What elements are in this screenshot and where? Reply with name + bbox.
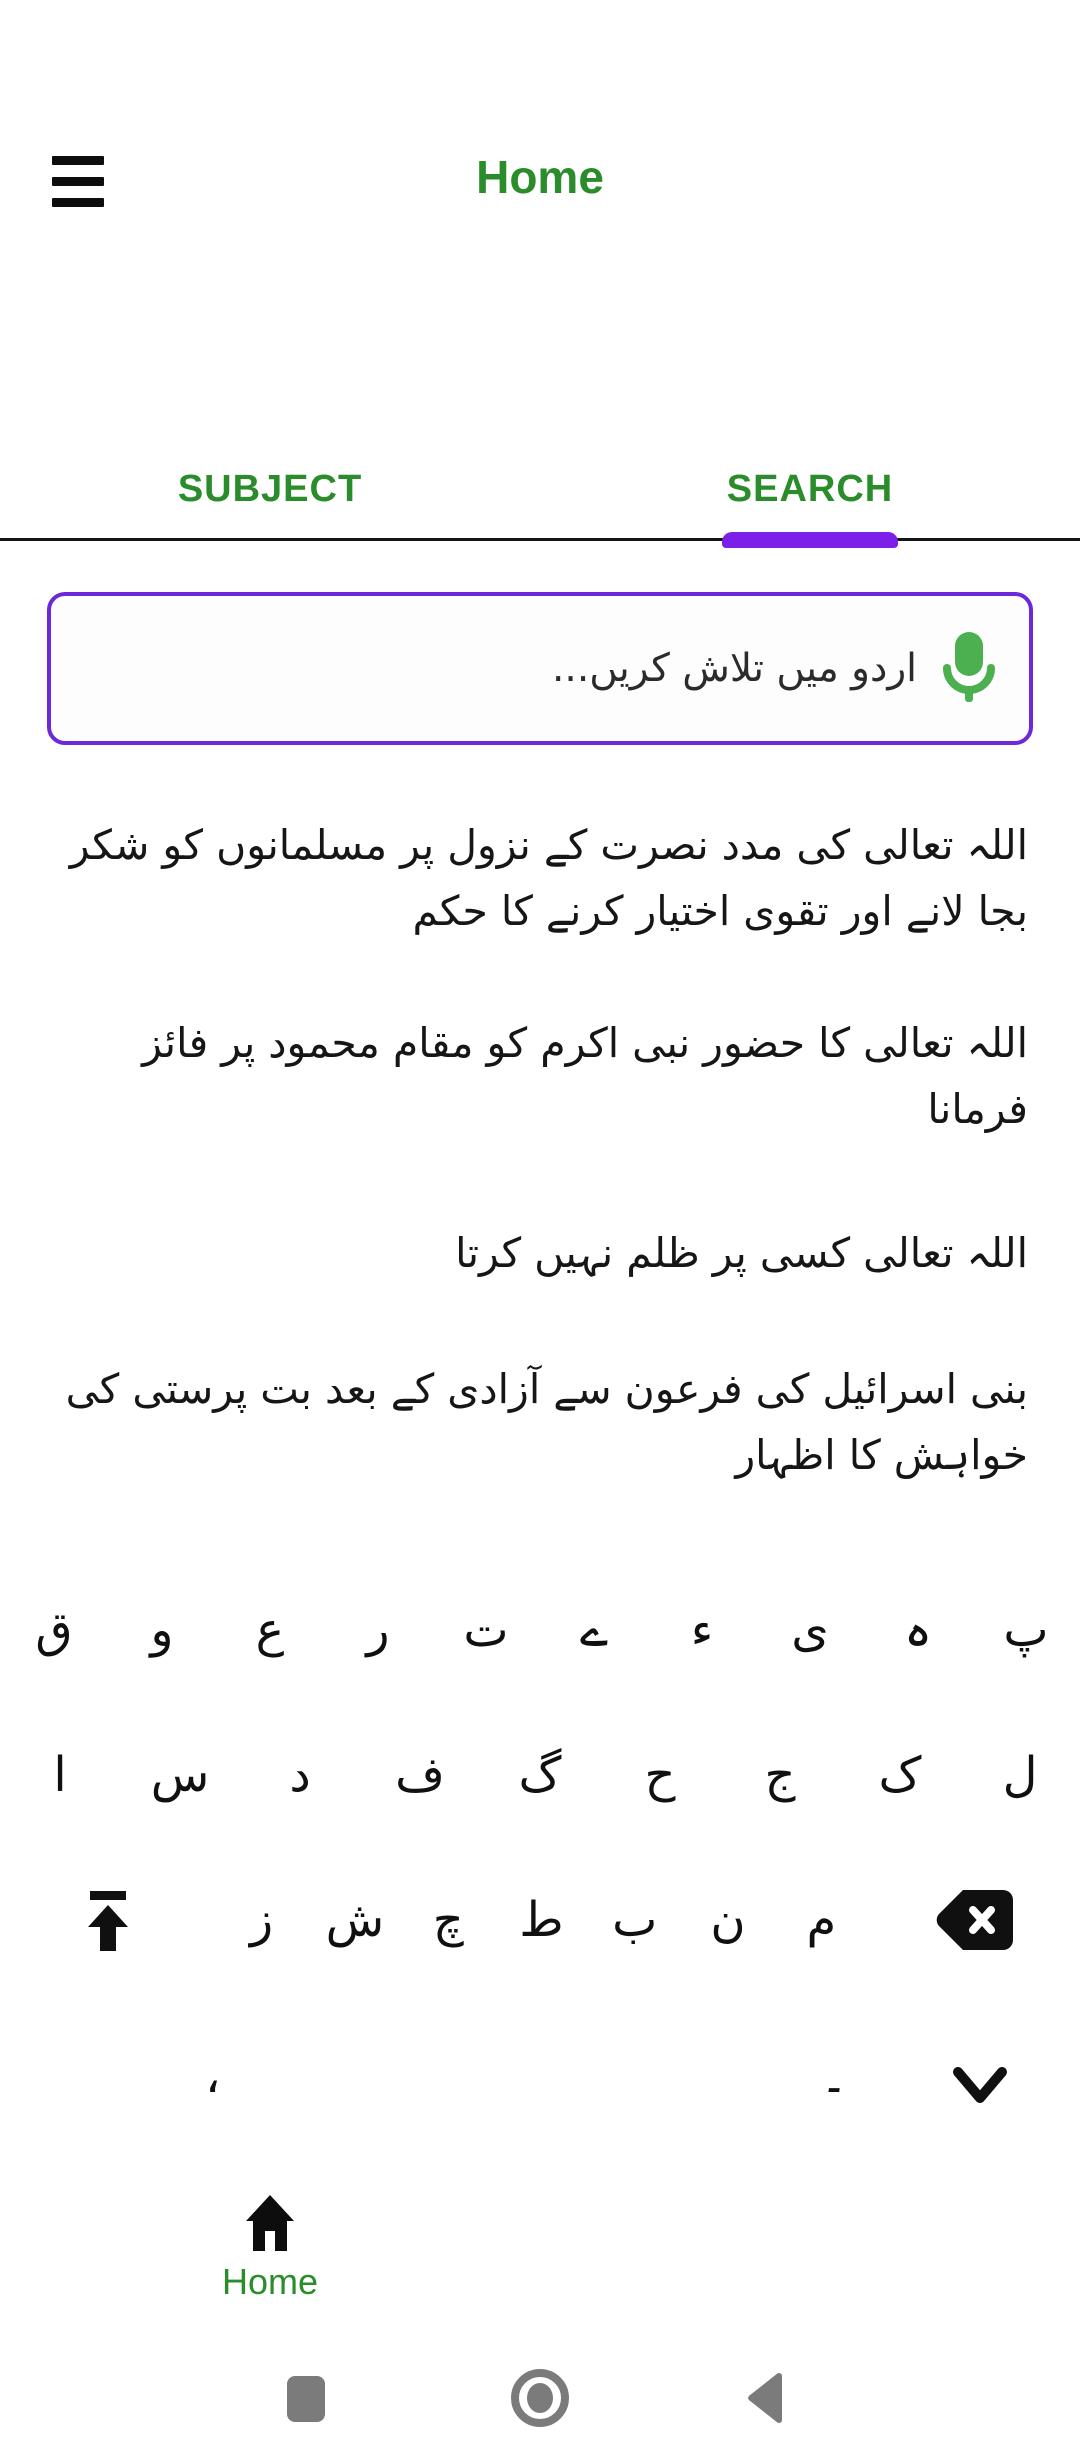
microphone-icon[interactable]: [943, 630, 995, 708]
keyboard-key[interactable]: ح: [644, 1747, 676, 1803]
backspace-icon: [935, 1888, 1013, 1952]
full-stop-key[interactable]: ۔: [820, 2048, 849, 2104]
keyboard-row-4: [0, 2020, 1080, 2150]
back-triangle-icon[interactable]: [746, 2372, 786, 2429]
keyboard-key[interactable]: ک: [878, 1747, 922, 1803]
keyboard-key[interactable]: ا: [53, 1747, 67, 1803]
keyboard-key[interactable]: ت: [463, 1602, 509, 1658]
keyboard-key[interactable]: گ: [518, 1747, 562, 1803]
keyboard-key[interactable]: ر: [366, 1602, 390, 1658]
active-tab-indicator: [722, 532, 898, 548]
keyboard-row-3: [0, 1850, 1080, 1990]
bottom-nav-home-label: Home: [221, 2261, 319, 2302]
result-item[interactable]: اللہ تعالی کا حضور نبی اکرم کو مقام محمود پر فائز فرمانا: [142, 1019, 1028, 1133]
keyboard-key[interactable]: د: [289, 1747, 311, 1803]
keyboard-row-2: [0, 1705, 1080, 1845]
house-icon: [244, 2195, 296, 2251]
hide-keyboard-key[interactable]: [950, 2062, 1010, 2108]
comma-key[interactable]: ،: [205, 2048, 221, 2104]
tab-search[interactable]: SEARCH: [726, 467, 894, 510]
keyboard-row-1: [0, 1560, 1080, 1700]
keyboard-key[interactable]: چ: [432, 1892, 464, 1948]
home-circle-ring: [511, 2369, 569, 2427]
backspace-key[interactable]: [868, 1888, 1080, 1952]
bottom-nav-home[interactable]: [170, 2195, 370, 2303]
search-results-list: [0, 812, 1080, 1488]
home-circle-icon[interactable]: [511, 2369, 569, 2427]
keyboard-key[interactable]: و: [150, 1602, 174, 1658]
keyboard-key[interactable]: ط: [519, 1892, 564, 1948]
search-input[interactable]: [85, 646, 917, 691]
keyboard-key[interactable]: ء: [690, 1602, 714, 1658]
result-item[interactable]: اللہ تعالی کسی پر ظلم نہیں کرتا: [455, 1229, 1028, 1277]
chevron-down-icon: [950, 2066, 1010, 2106]
space-key[interactable]: [300, 2020, 780, 2150]
keyboard-key[interactable]: ش: [325, 1892, 385, 1948]
bottom-nav-bar: [0, 2195, 1080, 2315]
keyboard-key[interactable]: ق: [35, 1602, 73, 1658]
keyboard-key[interactable]: ل: [1002, 1747, 1038, 1803]
result-item[interactable]: اللہ تعالی کی مدد نصرت کے نزول پر مسلمانوں کو شکر بجا لانے اور تقوی اختیار کرنے کا حکم: [69, 821, 1028, 935]
shift-icon: [82, 1889, 134, 1951]
android-navigation-bar: [0, 2340, 1080, 2460]
keyboard-key[interactable]: ف: [395, 1747, 445, 1803]
result-item[interactable]: بنی اسرائیل کی فرعون سے آزادی کے بعد بت پرستی کی خواہش کا اظہار: [65, 1365, 1028, 1479]
recents-square-icon[interactable]: [287, 2376, 325, 2422]
page-title: Home: [476, 151, 604, 203]
keyboard-key[interactable]: ی: [791, 1602, 829, 1658]
keyboard-key[interactable]: ن: [710, 1892, 746, 1948]
keyboard-key[interactable]: پ: [1003, 1602, 1049, 1658]
keyboard-key[interactable]: م: [806, 1892, 837, 1948]
keyboard-key[interactable]: ے: [579, 1602, 609, 1658]
shift-key[interactable]: [0, 1889, 215, 1951]
keyboard-key[interactable]: ب: [612, 1892, 658, 1948]
keyboard-key[interactable]: س: [150, 1747, 210, 1803]
keyboard-key[interactable]: ع: [255, 1602, 285, 1658]
keyboard-key[interactable]: ز: [250, 1892, 274, 1948]
search-box: [47, 592, 1033, 745]
tab-bar: [0, 440, 1080, 541]
keyboard-key[interactable]: ج: [764, 1747, 796, 1803]
tab-subject[interactable]: SUBJECT: [177, 467, 363, 510]
home-circle-dot: [527, 2383, 553, 2413]
keyboard-key[interactable]: ہ: [903, 1602, 933, 1658]
